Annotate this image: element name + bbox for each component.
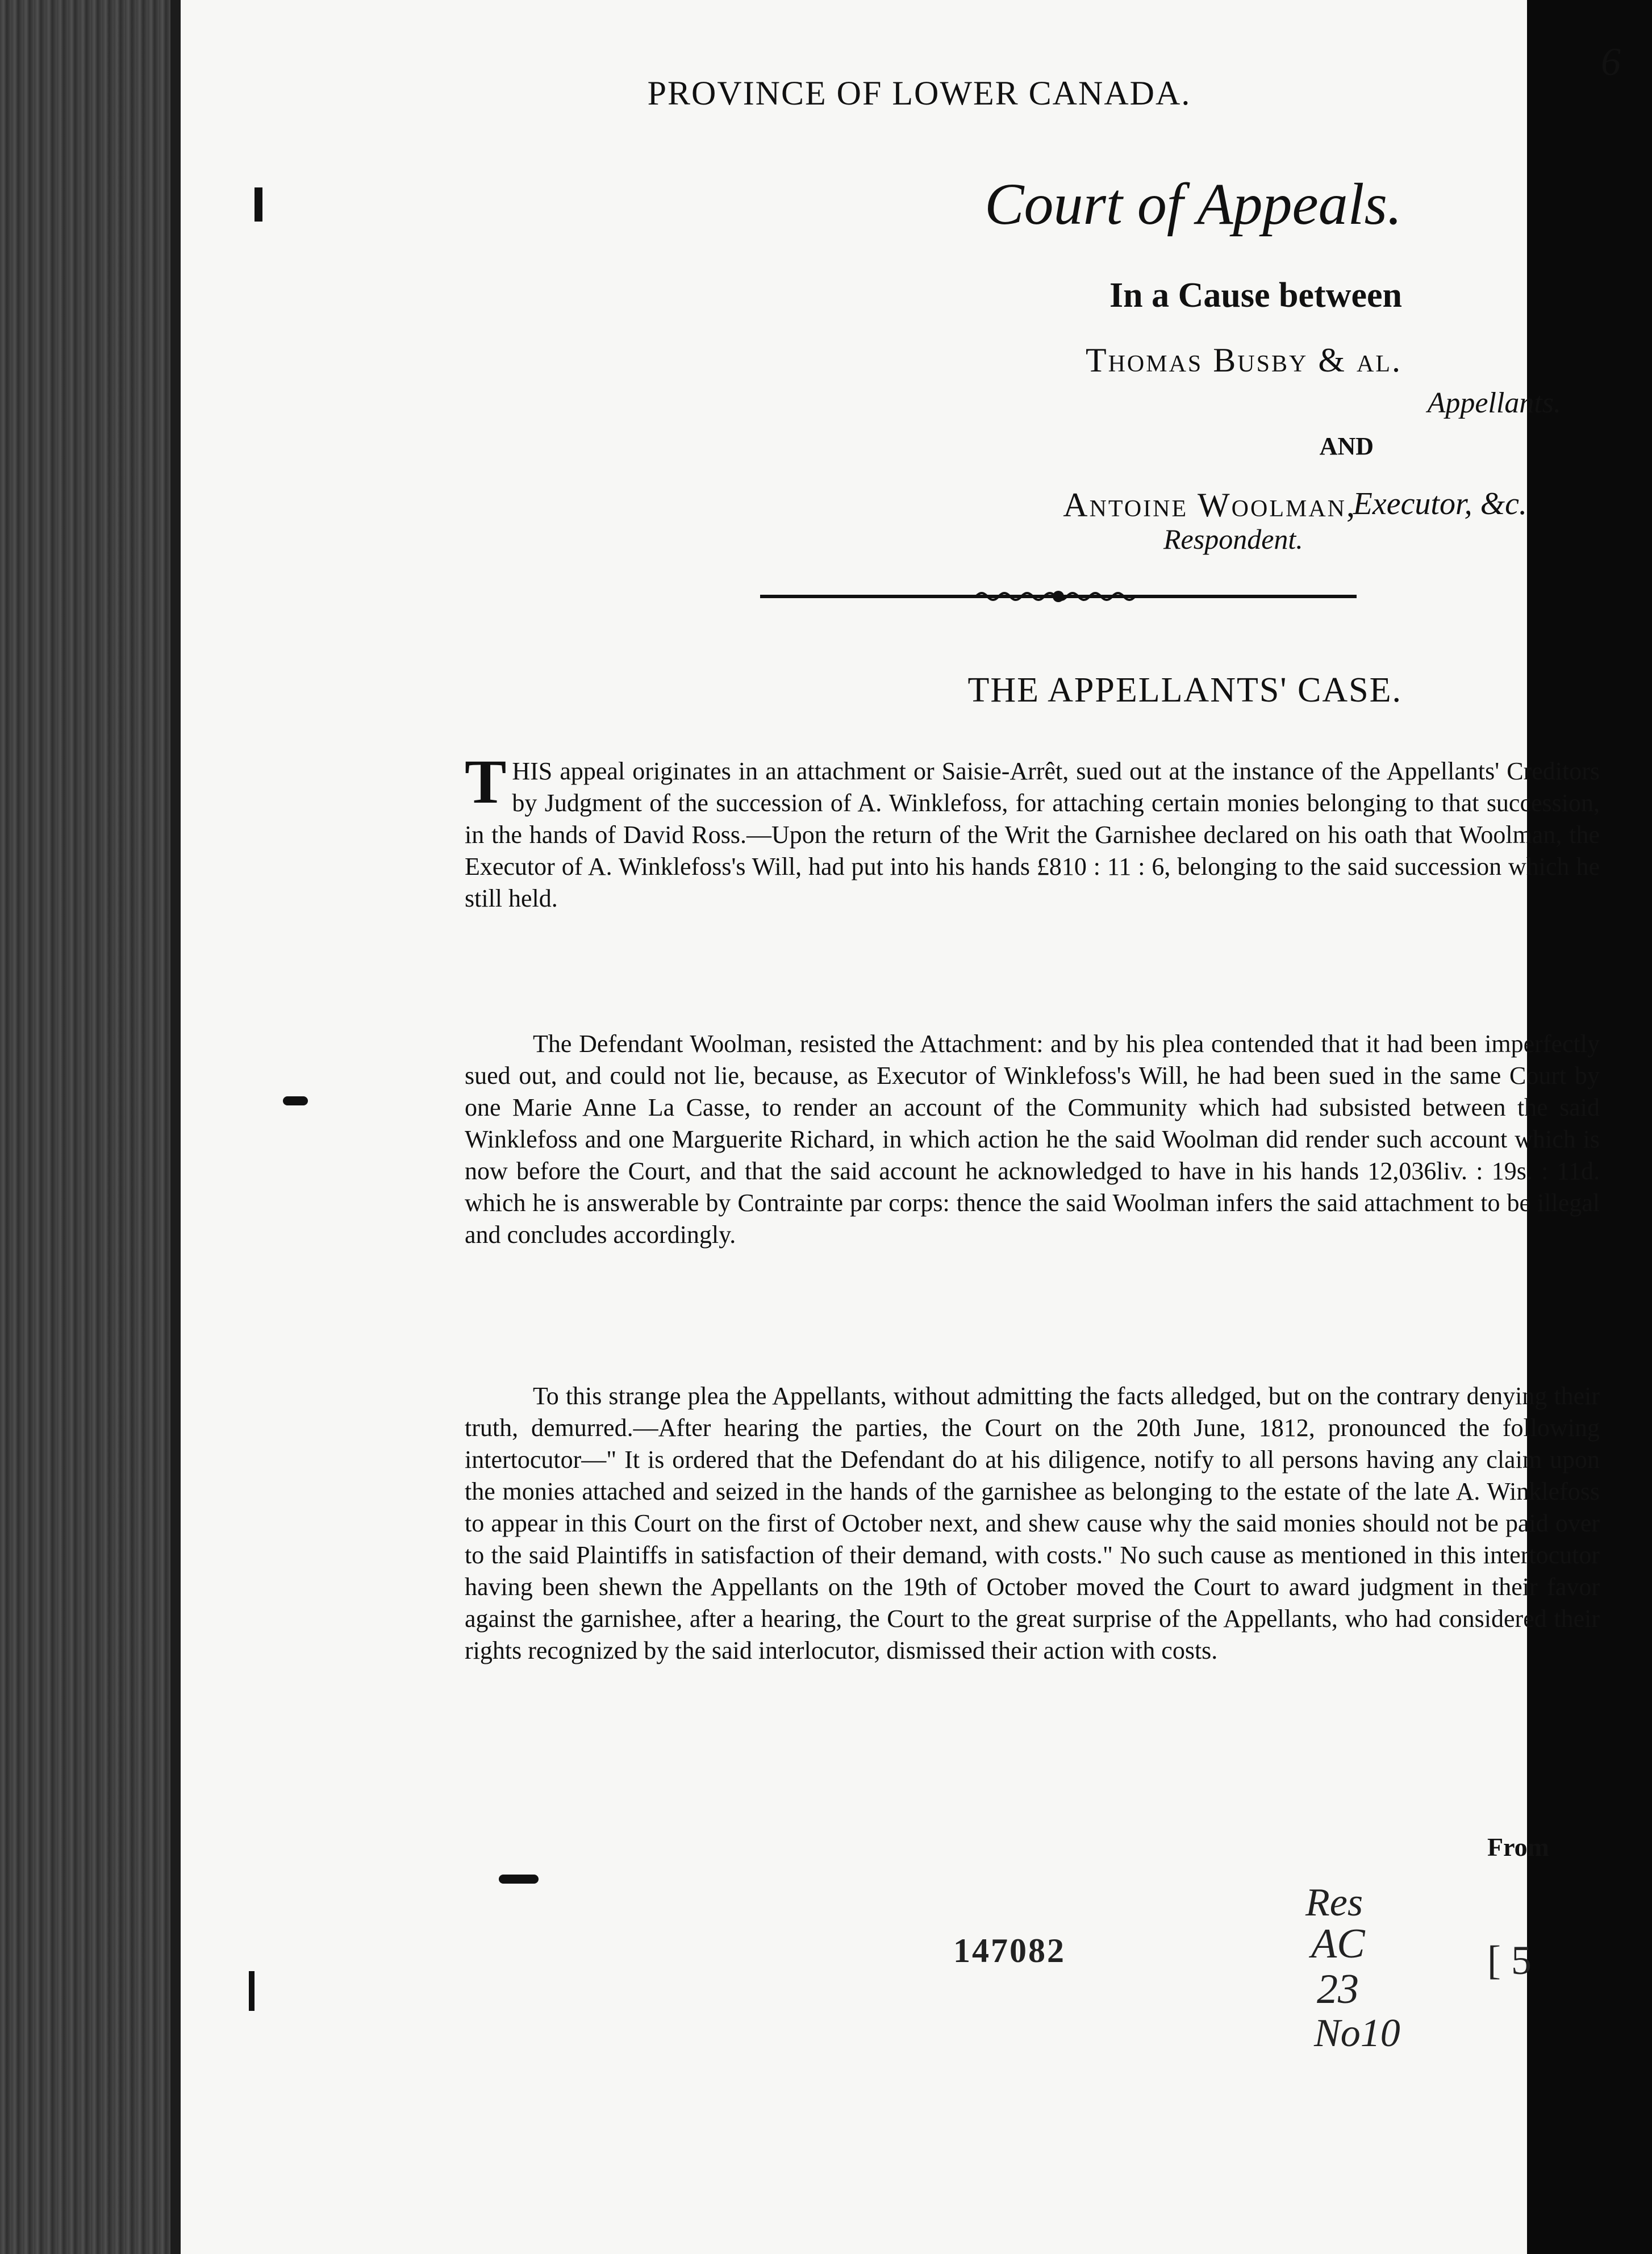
paragraph-1 xyxy=(465,747,1600,915)
paragraph-2: The Defendant Woolman, resisted the Attachment: and by his plea contended that it had been imperfectly sued out, and could not lie, because, as Executor of Winklefoss's Will, he had been sued in the same Court by one Marie Anne La Casse, to render an account of the Community which had subsisted between the said Winklefoss and one Marguerite Richard, in which action he the said Woolman did render such account which is now before the Court, and that the said account he acknowledged to have in his hands 12,036liv. : 19s. : 11d. which he is answerable by Contrainte par corps: thence the said Woolman infers the said attachment to be illegal and concludes accordingly. xyxy=(465,1030,1600,1249)
shelfmark-line-3: 23 xyxy=(1317,1966,1359,2013)
ornamental-divider xyxy=(760,588,1357,605)
party-2-name: Antoine Woolman, xyxy=(1063,486,1357,524)
ink-mark xyxy=(499,1875,539,1884)
party-2-role: Executor, &c. xyxy=(1353,486,1527,521)
paragraph-1-text: HIS appeal originates in an attachment or Saisie-Arrêt, sued out at the instance of the Appellants' Creditors by Judgment of the succession of A. Winklefoss, for attaching certain monies belonging to that succession, in the hands of David Ross.—Upon the return of the Writ the Garnishee declared on his oath that Woolman, the Executor of A. Winklefoss's Will, had put into his hands £810 : 11 : 6, belonging to the said succession which he still held. xyxy=(465,757,1600,912)
party-2-role-2: Respondent. xyxy=(1163,523,1303,555)
book-binding xyxy=(0,0,181,2254)
ink-mark xyxy=(249,1971,255,2011)
ink-mark xyxy=(283,1096,308,1105)
ink-mark xyxy=(255,187,262,222)
case-title: THE APPELLANTS' CASE. xyxy=(967,671,1402,709)
box-mark: [ 5 xyxy=(1487,1938,1532,1983)
drop-cap: T xyxy=(465,747,507,816)
conjunction: AND xyxy=(1319,432,1374,460)
party-1-name: Thomas Busby & al. xyxy=(1085,341,1402,379)
page-number: 6 xyxy=(1601,40,1621,84)
document-page xyxy=(181,0,1621,2254)
cause-line: In a Cause between xyxy=(1109,276,1402,315)
province-heading: PROVINCE OF LOWER CANADA. xyxy=(647,74,1191,112)
shelfmark-line-4: No10 xyxy=(1314,2011,1400,2055)
shelfmark-line-1: Res xyxy=(1305,1881,1363,1925)
catchword: From xyxy=(1487,1833,1550,1861)
party-1-role: Appellants. xyxy=(1427,387,1561,419)
stamp-number: 147082 xyxy=(953,1932,1066,1969)
shelfmark-line-2: AC xyxy=(1311,1921,1365,1967)
court-heading: Court of Appeals. xyxy=(984,172,1402,237)
paragraph-3: To this strange plea the Appellants, without admitting the facts alledged, but on the contrary denying their truth, demurred.—After hearing the parties, the Court on the 20th June, 1812, pronounced the following intertocutor—" It is ordered that the Defendant do at his diligence, notify to all persons having any claim upon the monies attached and seized in the hands of the garnishee as belonging to the estate of the late A. Winklefoss to appear in this Court on the first of October next, and shew cause why the said monies should not be paid over to the said Plaintiffs in satisfaction of their demand, with costs." No such cause as mentioned in this intertocutor having been shewn the Appellants on the 19th of October moved the Court to award judgment in their favor against the garnishee, after a hearing, the Court to the great surprise of the Appellants, who had considered their rights recognized by the said interlocutor, dismissed their action with costs. xyxy=(465,1382,1600,1664)
